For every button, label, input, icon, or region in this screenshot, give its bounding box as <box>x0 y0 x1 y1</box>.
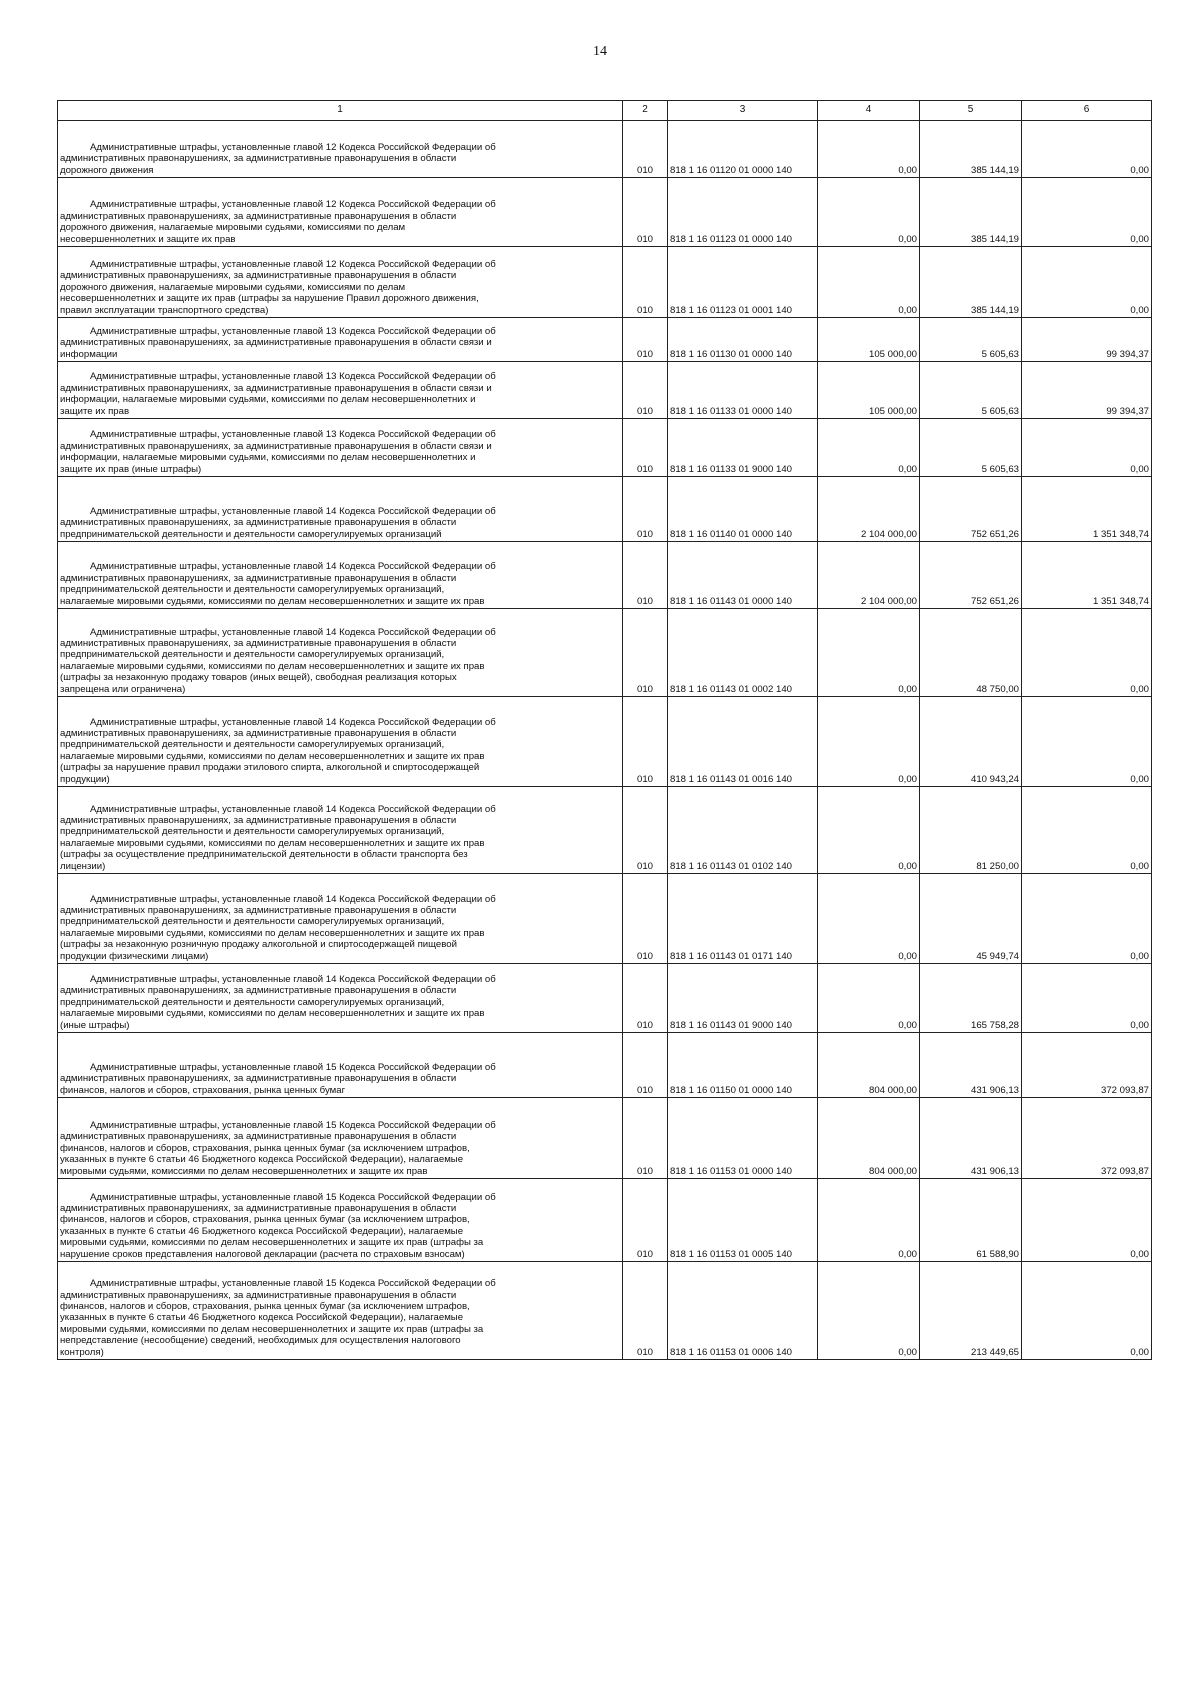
row-classification-code-cell: 818 1 16 01143 01 0102 140 <box>668 787 818 874</box>
table-row <box>58 874 1152 964</box>
row-name-text: Административные штрафы, установленные главой 13 Кодекса Российской Федерации об административных правонарушениях, за административные правонарушения в области связи и информации, налагаемые мировыми судьями, комиссиями по делам несовершеннолетних и защите их прав (иные штрафы) <box>60 429 496 475</box>
row-name-text: Административные штрафы, установленные главой 12 Кодекса Российской Федерации об административных правонарушениях, за административные правонарушения в области дорожного движения, налагаемые мировыми судьями, комиссиями по делам несовершеннолетних и защите их прав <box>60 199 496 245</box>
row-executed-value-cell: 431 906,13 <box>920 1033 1022 1098</box>
row-name-cell <box>58 1179 623 1262</box>
row-line-code-cell: 010 <box>623 964 668 1033</box>
row-line-code-cell: 010 <box>623 609 668 697</box>
table-row <box>58 362 1152 419</box>
row-name-text: Административные штрафы, установленные главой 14 Кодекса Российской Федерации об административных правонарушениях, за административные правонарушения в области предпринимательской деятельности и деятельности саморегулируемых организаций, налагаемые мировыми судьями, комиссиями по делам несовершеннолетних и защите их прав (иные штрафы) <box>60 973 496 1031</box>
row-line-code-cell: 010 <box>623 178 668 247</box>
row-unexecuted-value-cell: 0,00 <box>1022 1179 1152 1262</box>
row-classification-code-cell: 818 1 16 01143 01 9000 140 <box>668 964 818 1033</box>
row-executed-value-cell: 385 144,19 <box>920 121 1022 178</box>
row-classification-code-cell: 818 1 16 01153 01 0006 140 <box>668 1262 818 1360</box>
row-unexecuted-value-cell: 99 394,37 <box>1022 362 1152 419</box>
row-line-code-cell: 010 <box>623 787 668 874</box>
row-executed-value-cell: 385 144,19 <box>920 247 1022 318</box>
row-unexecuted-value-cell: 0,00 <box>1022 419 1152 477</box>
column-number-row <box>58 101 1152 121</box>
row-executed-value-cell: 81 250,00 <box>920 787 1022 874</box>
table-body <box>58 121 1152 1360</box>
row-executed-value-cell: 48 750,00 <box>920 609 1022 697</box>
row-line-code-cell: 010 <box>623 362 668 419</box>
row-name-cell <box>58 787 623 874</box>
row-name-text: Административные штрафы, установленные главой 14 Кодекса Российской Федерации об административных правонарушениях, за административные правонарушения в области предпринимательской деятельности и деятельности саморегулируемых организаций <box>60 505 496 540</box>
table-row <box>58 178 1152 247</box>
row-name-cell <box>58 247 623 318</box>
table-row <box>58 121 1152 178</box>
row-name-text: Административные штрафы, установленные главой 15 Кодекса Российской Федерации об административных правонарушениях, за административные правонарушения в области финансов, налогов и сборов, страхования, рынка ценных бумаг (за исключением штрафов, указанных в пункте 6 статьи 46 Бюджетного кодекса Российской Федерации), налагаемые мировыми судьями, комиссиями по делам несовершеннолетних и защите их прав <box>60 1119 496 1177</box>
row-executed-value-cell: 5 605,63 <box>920 362 1022 419</box>
row-name-text: Административные штрафы, установленные главой 13 Кодекса Российской Федерации об административных правонарушениях, за административные правонарушения в области связи и информации, налагаемые мировыми судьями, комиссиями по делам несовершеннолетних и защите их прав <box>60 371 496 417</box>
table-row <box>58 697 1152 787</box>
row-unexecuted-value-cell: 0,00 <box>1022 247 1152 318</box>
row-line-code-cell: 010 <box>623 874 668 964</box>
row-classification-code-cell: 818 1 16 01143 01 0171 140 <box>668 874 818 964</box>
row-executed-value-cell: 385 144,19 <box>920 178 1022 247</box>
row-plan-value-cell: 0,00 <box>818 787 920 874</box>
row-name-text: Административные штрафы, установленные главой 13 Кодекса Российской Федерации об административных правонарушениях, за административные правонарушения в области связи и информации <box>60 325 496 360</box>
column-header: 5 <box>920 101 1022 121</box>
row-plan-value-cell: 0,00 <box>818 178 920 247</box>
row-plan-value-cell: 105 000,00 <box>818 318 920 362</box>
table-row <box>58 787 1152 874</box>
row-line-code-cell: 010 <box>623 542 668 609</box>
column-header: 3 <box>668 101 818 121</box>
row-name-cell <box>58 362 623 419</box>
row-executed-value-cell: 752 651,26 <box>920 477 1022 542</box>
row-executed-value-cell: 752 651,26 <box>920 542 1022 609</box>
row-name-cell <box>58 121 623 178</box>
row-name-text: Административные штрафы, установленные главой 15 Кодекса Российской Федерации об административных правонарушениях, за административные правонарушения в области финансов, налогов и сборов, страхования, рынка ценных бумаг (за исключением штрафов, указанных в пункте 6 статьи 46 Бюджетного кодекса Российской Федерации), налагаемые мировыми судьями, комиссиями по делам несовершеннолетних и защите их прав (штрафы за непредставление (несообщение) сведений, необходимых для осуществления налогового контроля) <box>60 1278 496 1358</box>
row-line-code-cell: 010 <box>623 477 668 542</box>
row-name-cell <box>58 874 623 964</box>
column-header: 2 <box>623 101 668 121</box>
row-executed-value-cell: 5 605,63 <box>920 318 1022 362</box>
row-name-text: Административные штрафы, установленные главой 14 Кодекса Российской Федерации об административных правонарушениях, за административные правонарушения в области предпринимательской деятельности и деятельности саморегулируемых организаций, налагаемые мировыми судьями, комиссиями по делам несовершеннолетних и защите их прав (штрафы за незаконную продажу товаров (иных вещей), свободная реализация которых запрещена или ограничена) <box>60 626 496 695</box>
row-classification-code-cell: 818 1 16 01143 01 0000 140 <box>668 542 818 609</box>
row-plan-value-cell: 0,00 <box>818 1179 920 1262</box>
row-classification-code-cell: 818 1 16 01130 01 0000 140 <box>668 318 818 362</box>
row-name-cell <box>58 609 623 697</box>
row-executed-value-cell: 61 588,90 <box>920 1179 1022 1262</box>
row-name-text: Административные штрафы, установленные главой 14 Кодекса Российской Федерации об административных правонарушениях, за административные правонарушения в области предпринимательской деятельности и деятельности саморегулируемых организаций, налагаемые мировыми судьями, комиссиями по делам несовершеннолетних и защите их прав <box>60 561 496 607</box>
row-unexecuted-value-cell: 0,00 <box>1022 787 1152 874</box>
row-executed-value-cell: 431 906,13 <box>920 1098 1022 1179</box>
row-plan-value-cell: 0,00 <box>818 419 920 477</box>
table-row <box>58 1098 1152 1179</box>
row-classification-code-cell: 818 1 16 01140 01 0000 140 <box>668 477 818 542</box>
row-unexecuted-value-cell: 372 093,87 <box>1022 1098 1152 1179</box>
row-name-text: Административные штрафы, установленные главой 14 Кодекса Российской Федерации об административных правонарушениях, за административные правонарушения в области предпринимательской деятельности и деятельности саморегулируемых организаций, налагаемые мировыми судьями, комиссиями по делам несовершеннолетних и защите их прав (штрафы за осуществление предпринимательской деятельности в области транспорта без лицензии) <box>60 803 496 872</box>
row-name-text: Административные штрафы, установленные главой 14 Кодекса Российской Федерации об административных правонарушениях, за административные правонарушения в области предпринимательской деятельности и деятельности саморегулируемых организаций, налагаемые мировыми судьями, комиссиями по делам несовершеннолетних и защите их прав (штрафы за незаконную розничную продажу алкогольной и спиртосодержащей пищевой продукции физическими лицами) <box>60 893 496 962</box>
row-plan-value-cell: 0,00 <box>818 697 920 787</box>
table-row <box>58 1033 1152 1098</box>
table-row <box>58 1179 1152 1262</box>
row-name-cell <box>58 542 623 609</box>
row-unexecuted-value-cell: 99 394,37 <box>1022 318 1152 362</box>
row-plan-value-cell: 0,00 <box>818 121 920 178</box>
row-name-cell <box>58 1098 623 1179</box>
row-line-code-cell: 010 <box>623 1033 668 1098</box>
row-name-cell <box>58 1262 623 1360</box>
row-classification-code-cell: 818 1 16 01150 01 0000 140 <box>668 1033 818 1098</box>
row-name-cell <box>58 697 623 787</box>
column-header: 1 <box>58 101 623 121</box>
row-executed-value-cell: 5 605,63 <box>920 419 1022 477</box>
table-row <box>58 318 1152 362</box>
row-name-cell <box>58 477 623 542</box>
row-unexecuted-value-cell: 0,00 <box>1022 964 1152 1033</box>
table-row <box>58 247 1152 318</box>
row-plan-value-cell: 804 000,00 <box>818 1033 920 1098</box>
table-row <box>58 419 1152 477</box>
row-name-cell <box>58 318 623 362</box>
row-line-code-cell: 010 <box>623 121 668 178</box>
row-plan-value-cell: 0,00 <box>818 609 920 697</box>
row-unexecuted-value-cell: 0,00 <box>1022 121 1152 178</box>
row-name-text: Административные штрафы, установленные главой 14 Кодекса Российской Федерации об административных правонарушениях, за административные правонарушения в области предпринимательской деятельности и деятельности саморегулируемых организаций, налагаемые мировыми судьями, комиссиями по делам несовершеннолетних и защите их прав (штрафы за нарушение правил продажи этилового спирта, алкогольной и спиртосодержащей продукции) <box>60 716 496 785</box>
row-unexecuted-value-cell: 1 351 348,74 <box>1022 477 1152 542</box>
row-unexecuted-value-cell: 0,00 <box>1022 609 1152 697</box>
row-name-text: Административные штрафы, установленные главой 12 Кодекса Российской Федерации об административных правонарушениях, за административные правонарушения в области дорожного движения <box>60 141 496 176</box>
column-header: 6 <box>1022 101 1152 121</box>
table-row <box>58 477 1152 542</box>
table-row <box>58 964 1152 1033</box>
row-classification-code-cell: 818 1 16 01153 01 0000 140 <box>668 1098 818 1179</box>
row-plan-value-cell: 0,00 <box>818 247 920 318</box>
row-line-code-cell: 010 <box>623 1262 668 1360</box>
row-line-code-cell: 010 <box>623 697 668 787</box>
row-plan-value-cell: 804 000,00 <box>818 1098 920 1179</box>
row-plan-value-cell: 0,00 <box>818 1262 920 1360</box>
page-number: 14 <box>593 44 607 59</box>
column-header: 4 <box>818 101 920 121</box>
row-plan-value-cell: 0,00 <box>818 964 920 1033</box>
row-plan-value-cell: 2 104 000,00 <box>818 477 920 542</box>
row-line-code-cell: 010 <box>623 1179 668 1262</box>
row-classification-code-cell: 818 1 16 01133 01 0000 140 <box>668 362 818 419</box>
row-unexecuted-value-cell: 372 093,87 <box>1022 1033 1152 1098</box>
row-classification-code-cell: 818 1 16 01133 01 9000 140 <box>668 419 818 477</box>
row-unexecuted-value-cell: 0,00 <box>1022 697 1152 787</box>
row-executed-value-cell: 45 949,74 <box>920 874 1022 964</box>
row-classification-code-cell: 818 1 16 01143 01 0002 140 <box>668 609 818 697</box>
row-classification-code-cell: 818 1 16 01123 01 0000 140 <box>668 178 818 247</box>
row-unexecuted-value-cell: 1 351 348,74 <box>1022 542 1152 609</box>
row-executed-value-cell: 213 449,65 <box>920 1262 1022 1360</box>
row-classification-code-cell: 818 1 16 01143 01 0016 140 <box>668 697 818 787</box>
revenue-table <box>57 100 1152 1360</box>
row-line-code-cell: 010 <box>623 1098 668 1179</box>
row-plan-value-cell: 105 000,00 <box>818 362 920 419</box>
table-row <box>58 1262 1152 1360</box>
row-executed-value-cell: 410 943,24 <box>920 697 1022 787</box>
table-row <box>58 609 1152 697</box>
row-plan-value-cell: 0,00 <box>818 874 920 964</box>
row-classification-code-cell: 818 1 16 01123 01 0001 140 <box>668 247 818 318</box>
row-unexecuted-value-cell: 0,00 <box>1022 874 1152 964</box>
row-line-code-cell: 010 <box>623 247 668 318</box>
row-name-text: Административные штрафы, установленные главой 15 Кодекса Российской Федерации об административных правонарушениях, за административные правонарушения в области финансов, налогов и сборов, страхования, рынка ценных бумаг (за исключением штрафов, указанных в пункте 6 статьи 46 Бюджетного кодекса Российской Федерации), налагаемые мировыми судьями, комиссиями по делам несовершеннолетних и защите их прав (штрафы за нарушение сроков представления налоговой декларации (расчета по страховым взносам) <box>60 1191 496 1260</box>
row-executed-value-cell: 165 758,28 <box>920 964 1022 1033</box>
row-unexecuted-value-cell: 0,00 <box>1022 178 1152 247</box>
row-line-code-cell: 010 <box>623 318 668 362</box>
row-unexecuted-value-cell: 0,00 <box>1022 1262 1152 1360</box>
row-name-cell <box>58 419 623 477</box>
row-name-text: Административные штрафы, установленные главой 15 Кодекса Российской Федерации об административных правонарушениях, за административные правонарушения в области финансов, налогов и сборов, страхования, рынка ценных бумаг <box>60 1061 496 1096</box>
row-name-cell <box>58 1033 623 1098</box>
row-name-text: Административные штрафы, установленные главой 12 Кодекса Российской Федерации об административных правонарушениях, за административные правонарушения в области дорожного движения, налагаемые мировыми судьями, комиссиями по делам несовершеннолетних и защите их прав (штрафы за нарушение Правил дорожного движения, правил эксплуатации транспортного средства) <box>60 258 496 316</box>
row-classification-code-cell: 818 1 16 01120 01 0000 140 <box>668 121 818 178</box>
table-row <box>58 542 1152 609</box>
row-classification-code-cell: 818 1 16 01153 01 0005 140 <box>668 1179 818 1262</box>
row-name-cell <box>58 964 623 1033</box>
row-name-cell <box>58 178 623 247</box>
row-plan-value-cell: 2 104 000,00 <box>818 542 920 609</box>
row-line-code-cell: 010 <box>623 419 668 477</box>
